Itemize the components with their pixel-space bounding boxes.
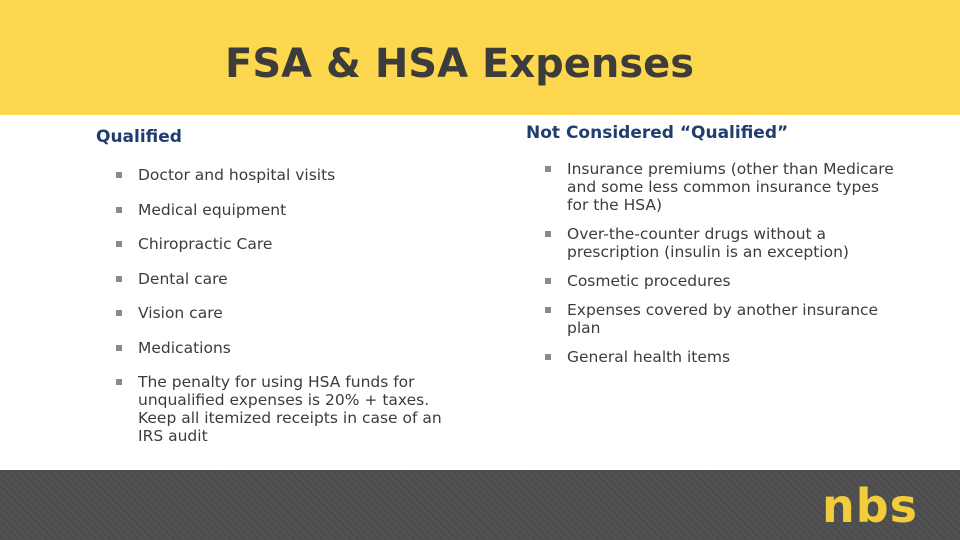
bullet-icon — [116, 379, 122, 385]
bullet-icon — [116, 172, 122, 178]
qualified-heading: Qualified — [96, 127, 182, 147]
list-item — [545, 348, 905, 366]
list-item-text: The penalty for using HSA funds for unqualified expenses is 20% + taxes. Keep all itemized receipts in case of an IRS audit — [138, 373, 442, 445]
bullet-icon — [116, 276, 122, 282]
bullet-icon — [545, 354, 551, 360]
list-item — [545, 272, 905, 290]
list-item-text: Expenses covered by another insurance plan — [567, 301, 879, 337]
bullet-icon — [545, 307, 551, 313]
bullet-icon — [545, 231, 551, 237]
list-item-text: Doctor and hospital visits — [138, 166, 336, 184]
list-item — [116, 166, 461, 184]
list-item — [116, 373, 461, 445]
list-item — [116, 270, 461, 288]
list-item-text: Medical equipment — [138, 200, 287, 219]
bullet-icon — [116, 310, 122, 316]
qualified-list — [116, 166, 461, 462]
list-item-text: Over-the-counter drugs without a prescription (insulin is an exception) — [567, 225, 849, 261]
bullet-icon — [116, 241, 122, 247]
list-item — [545, 301, 905, 337]
list-item — [116, 235, 461, 253]
list-item-text: General health items — [567, 348, 731, 366]
bullet-icon — [545, 278, 551, 284]
not-qualified-list — [545, 160, 905, 377]
slide-title: FSA & HSA Expenses — [225, 41, 695, 87]
bullet-icon — [116, 345, 122, 351]
bullet-icon — [545, 166, 551, 172]
list-item-text: Insurance premiums (other than Medicare and some less common insurance types for the HSA) — [567, 160, 894, 214]
list-item — [116, 201, 461, 219]
list-item-text: Cosmetic procedures — [567, 272, 731, 290]
list-item-text: Vision care — [138, 304, 223, 322]
list-item — [116, 304, 461, 322]
bullet-icon — [116, 207, 122, 213]
list-item-text: Chiropractic Care — [138, 235, 273, 253]
nbs-logo — [800, 478, 940, 534]
list-item — [116, 339, 461, 357]
not-qualified-heading: Not Considered “Qualified” — [526, 123, 789, 143]
list-item-text: Dental care — [138, 269, 228, 288]
list-item — [545, 225, 905, 261]
list-item-text: Medications — [138, 338, 231, 357]
list-item — [545, 160, 905, 214]
logo-text: nbs — [821, 479, 919, 533]
